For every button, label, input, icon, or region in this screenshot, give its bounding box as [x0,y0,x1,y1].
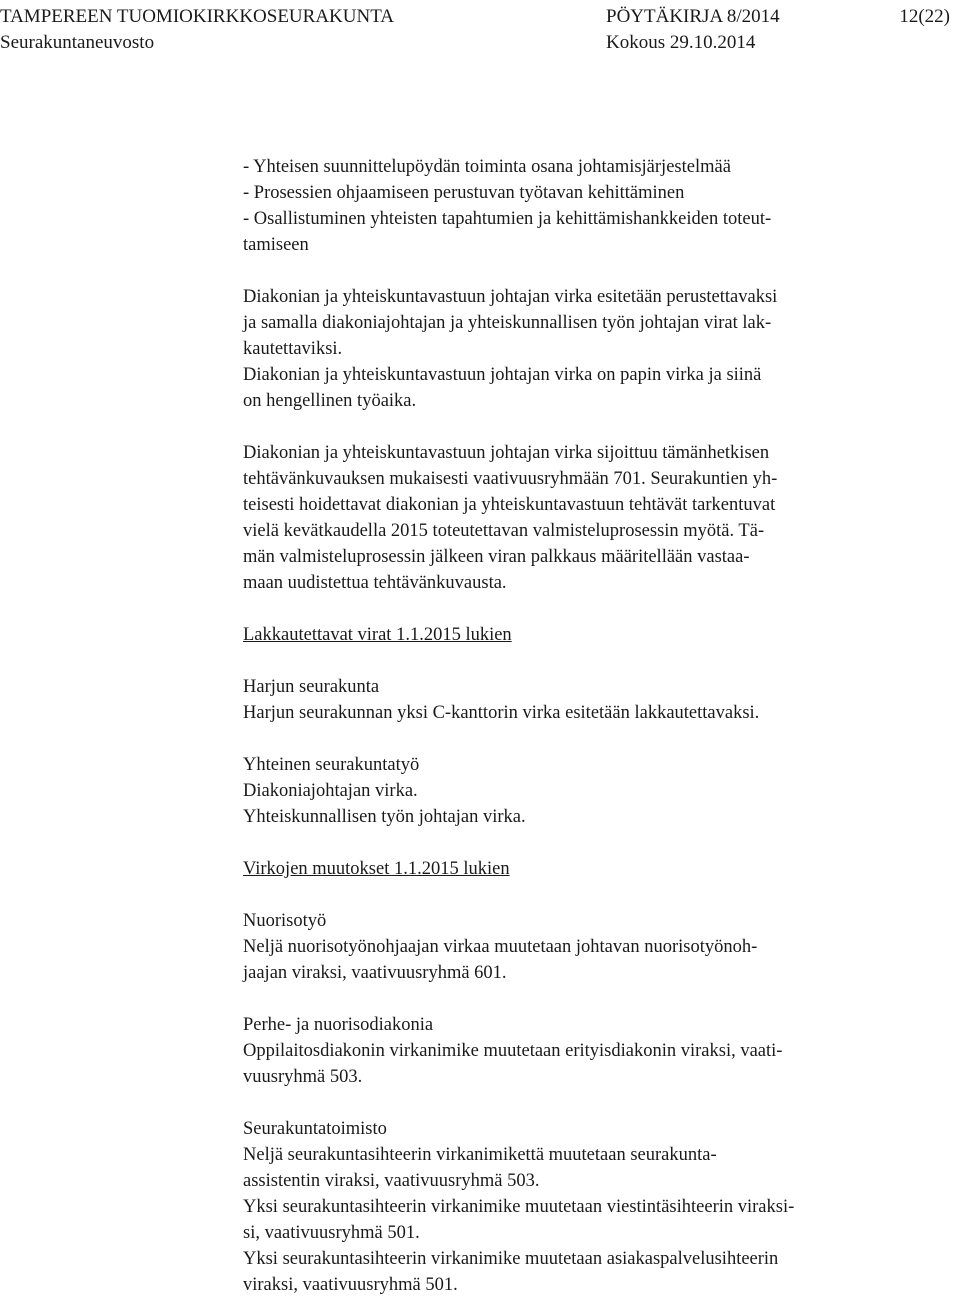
council-name: Seurakuntaneuvosto [0,32,155,53]
section-heading-changes: Virkojen muutokset 1.1.2015 lukien [243,859,510,879]
subsection-line: Neljä seurakuntasihteerin virkanimikettä muutetaan seurakunta- [243,1145,717,1165]
paragraph-line: män valmisteluprosessin jälkeen viran palkkaus määritellään vastaa- [243,547,750,567]
document-body [243,154,943,1298]
subsection-line: Yksi seurakuntasihteerin virkanimike muutetaan viestintäsihteerin viraksi- [243,1197,795,1217]
page-number: 12(22) [899,6,950,27]
section-heading-abolished: Lakkautettavat virat 1.1.2015 lukien [243,625,512,645]
subsection-line: Neljä nuorisotyönohjaajan virkaa muutetaan johtavan nuorisotyönoh- [243,937,758,957]
subsection-title: Nuorisotyö [243,911,327,931]
section-nuoriso [243,908,943,986]
list-item: - Yhteisen suunnittelupöydän toiminta osana johtamisjärjestelmää [243,157,731,177]
list-item: - Osallistuminen yhteisten tapahtumien ja kehittämishankkeiden toteut- [243,209,772,229]
paragraph-line: kautettaviksi. [243,339,343,359]
section-toimisto [243,1116,943,1298]
paragraph-line: maan uudistettua tehtävänkuvausta. [243,573,507,593]
list-item: tamiseen [243,235,309,255]
section-perhe [243,1012,943,1090]
subsection-line: viraksi, vaativuusryhmä 501. [243,1275,458,1295]
subsection-title: Perhe- ja nuorisodiakonia [243,1015,434,1035]
paragraph-classification [243,440,943,596]
meeting-date: Kokous 29.10.2014 [606,32,756,53]
paragraph-line: ja samalla diakoniajohtajan ja yhteiskunnallisen työn johtajan virat lak- [243,313,772,333]
subsection-title: Yhteinen seurakuntatyö [243,755,420,775]
section-harju [243,674,943,726]
paragraph-line: Diakonian ja yhteiskuntavastuun johtajan virka esitetään perustettavaksi [243,287,778,307]
document-title: PÖYTÄKIRJA 8/2014 [606,6,780,27]
paragraph-line: vielä kevätkaudella 2015 toteutettavan valmisteluprosessin myötä. Tä- [243,521,765,541]
subsection-line: vuusryhmä 503. [243,1067,363,1087]
subsection-line: Yhteiskunnallisen työn johtajan virka. [243,807,526,827]
organization-name: TAMPEREEN TUOMIOKIRKKOSEURAKUNTA [0,6,395,27]
subsection-line: assistentin viraksi, vaativuusryhmä 503. [243,1171,540,1191]
subsection-line: Yksi seurakuntasihteerin virkanimike muutetaan asiakaspalvelusihteerin [243,1249,779,1269]
list-item: - Prosessien ohjaamiseen perustuvan työtavan kehittäminen [243,183,685,203]
paragraph-line: tehtävänkuvauksen mukaisesti vaativuusryhmään 701. Seurakuntien yh- [243,469,778,489]
subsection-line: si, vaativuusryhmä 501. [243,1223,420,1243]
paragraph-line: on hengellinen työaika. [243,391,417,411]
subsection-line: jaajan viraksi, vaativuusryhmä 601. [243,963,507,983]
subsection-title: Seurakuntatoimisto [243,1119,387,1139]
subsection-line: Diakoniajohtajan virka. [243,781,418,801]
page-header [0,4,960,60]
subsection-title: Harjun seurakunta [243,677,380,697]
paragraph-line: Diakonian ja yhteiskuntavastuun johtajan virka sijoittuu tämänhetkisen [243,443,770,463]
paragraph-line: teisesti hoidettavat diakonian ja yhteiskuntavastuun tehtävät tarkentuvat [243,495,776,515]
section-yhteinen [243,752,943,830]
paragraph-line: Diakonian ja yhteiskuntavastuun johtajan virka on papin virka ja siinä [243,365,762,385]
bullet-list [243,154,943,258]
subsection-line: Harjun seurakunnan yksi C-kanttorin virka esitetään lakkautettavaksi. [243,703,760,723]
subsection-line: Oppilaitosdiakonin virkanimike muutetaan erityisdiakonin viraksi, vaati- [243,1041,783,1061]
paragraph-proposal [243,284,943,414]
